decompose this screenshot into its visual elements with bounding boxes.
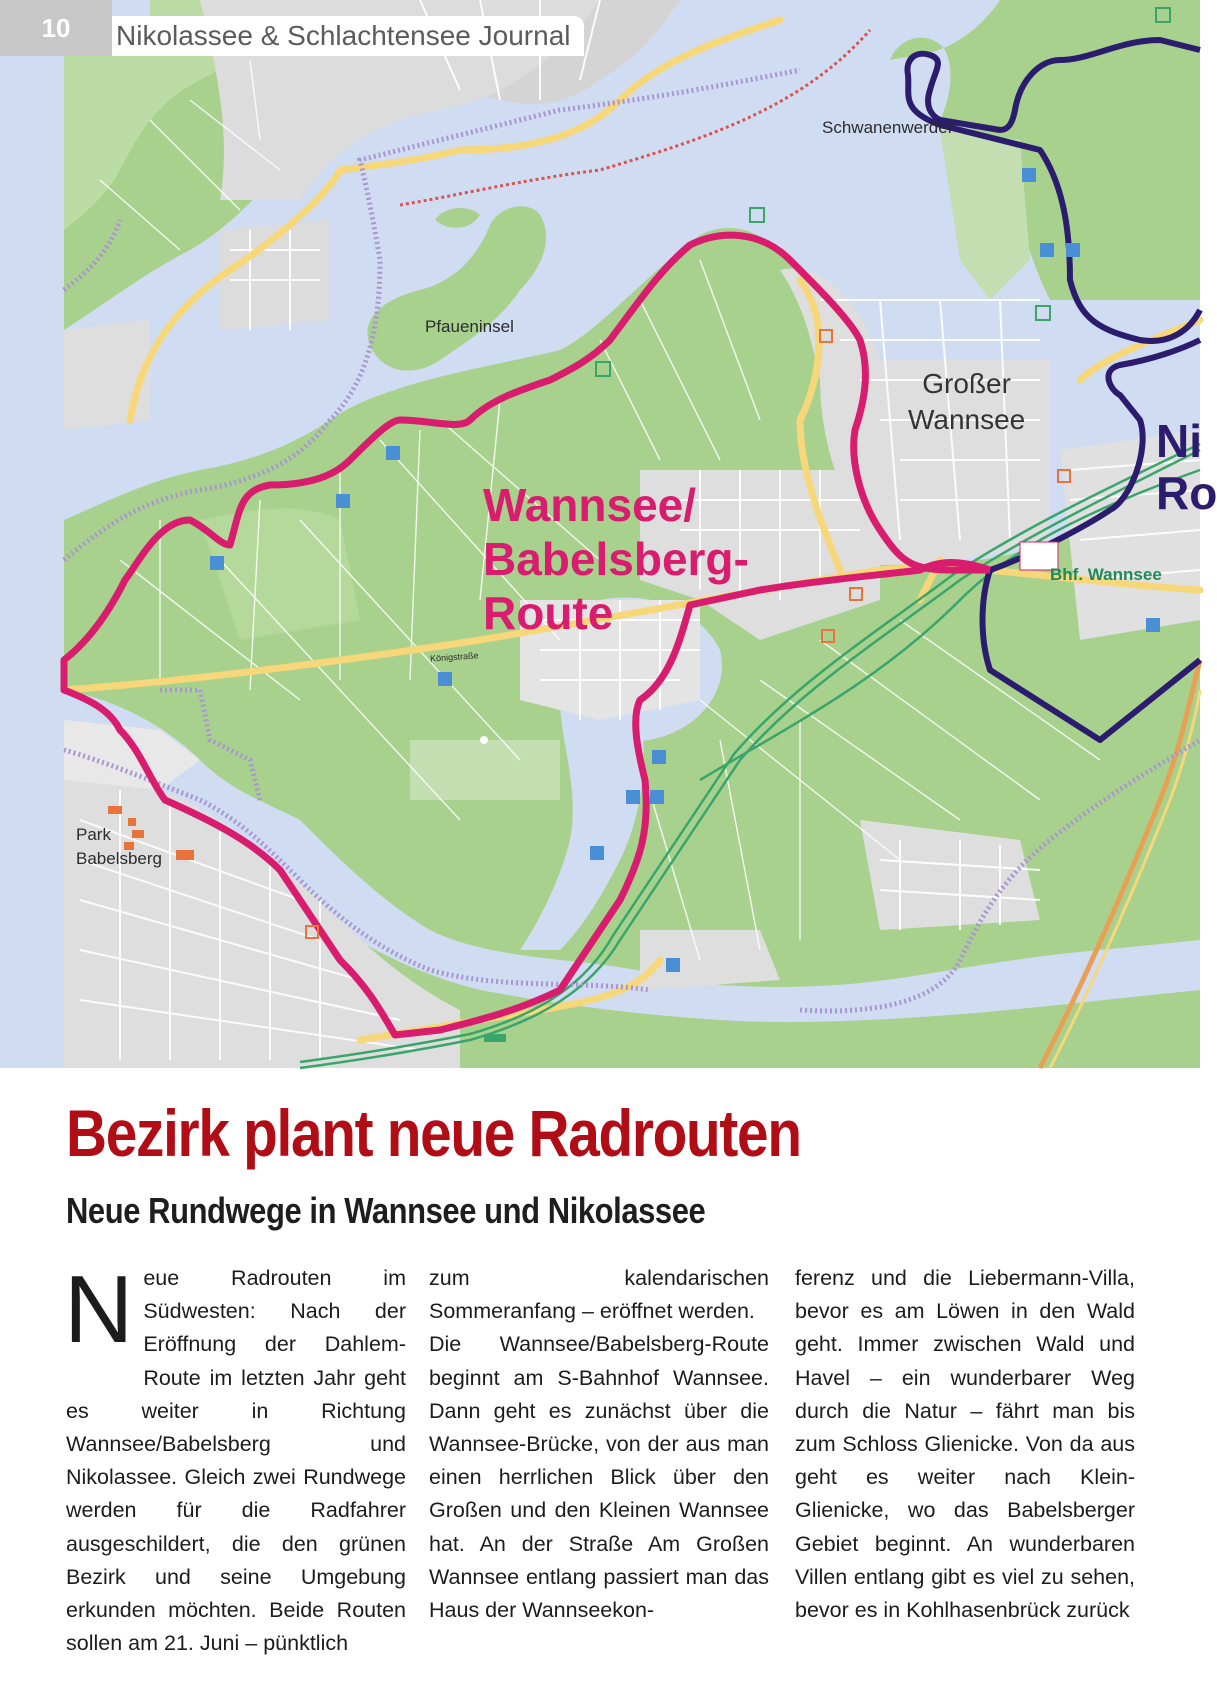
monument-dot <box>480 736 488 744</box>
route-label-line2: Babelsberg- <box>483 533 749 585</box>
label-schwanenwerder: Schwanenwerder <box>822 118 954 137</box>
nr-label-line1: Ni <box>1156 415 1202 467</box>
article-body <box>64 1256 1136 1656</box>
route-label-wannsee-babelsberg <box>483 478 749 640</box>
label-koenigstrasse: Königstraße <box>429 650 479 664</box>
label-grosser-wannsee-line1: Großer <box>922 368 1011 399</box>
column-2-paragraph-2: Die Wannsee/Babelsberg-Route beginnt am S-Bahnhof Wannsee. Dann geht es zunächst über die Wannsee-Brücke, von der aus man einen herrlichen Blick über den Großen und den Kleinen Wannsee hat. An der Straße Am Großen Wannsee entlang passiert man das Haus der Wannseekon- <box>429 1332 769 1623</box>
label-grosser-wannsee-line2: Wannsee <box>908 404 1026 435</box>
column-2-paragraph-1: zum kalendarischen Sommeranfang – eröffnet werden. <box>429 1266 769 1324</box>
page-number: 10 <box>0 0 112 56</box>
label-park-babelsberg <box>76 823 162 871</box>
article-column-2 <box>429 1262 769 1627</box>
drop-cap: N <box>64 1256 134 1363</box>
nr-label-line2: Ro <box>1156 467 1217 519</box>
label-park-babelsberg-line1: Park <box>76 825 111 844</box>
route-label-line3: Route <box>483 587 614 639</box>
label-pfaueninsel: Pfaueninsel <box>425 317 514 336</box>
article-column-3 <box>795 1262 1135 1627</box>
column-3-text: ferenz und die Liebermann-Villa, bevor es am Löwen in den Wald geht. Immer zwischen Wald und Havel – ein wunderbarer Weg durch die Natur – fährt man bis zum Schloss Glienicke. Von da aus geht es weiter nach Klein-Glienicke, wo das Babelsberger Gebiet beginnt. An wunderbaren Villen entlang gibt es viel zu sehen, bevor es in Kohlhasenbrück zurück <box>795 1266 1135 1623</box>
column-1-text: eue Radrouten im Südwesten: Nach der Eröffnung der Dahlem-Route im letzten Jahr geht es weiter in Richtung Wannsee/Babelsberg und Nikolassee. Gleich zwei Rundwege werden für die Radfahrer ausgeschildert, die den grünen Bezirk und seine Umgebung erkunden möchten. Beide Routen sollen am 21. Juni – pünktlich <box>66 1266 406 1656</box>
article-headline: Bezirk plant neue Radrouten <box>66 1096 801 1170</box>
far-west-urban <box>64 320 150 430</box>
label-park-babelsberg-line2: Babelsberg <box>76 849 163 868</box>
route-label-line1: Wannsee/ <box>483 479 697 531</box>
route-label-nikolassee-cropped <box>1156 415 1217 519</box>
station-bar <box>484 1034 506 1042</box>
label-grosser-wannsee <box>908 366 1025 438</box>
journal-title: Nikolassee & Schlachtensee Journal <box>112 16 584 56</box>
label-bhf-wannsee: Bhf. Wannsee <box>1050 565 1162 584</box>
article-subheadline: Neue Rundwege in Wannsee und Nikolassee <box>66 1190 706 1231</box>
article-column-1 <box>64 1256 406 1660</box>
